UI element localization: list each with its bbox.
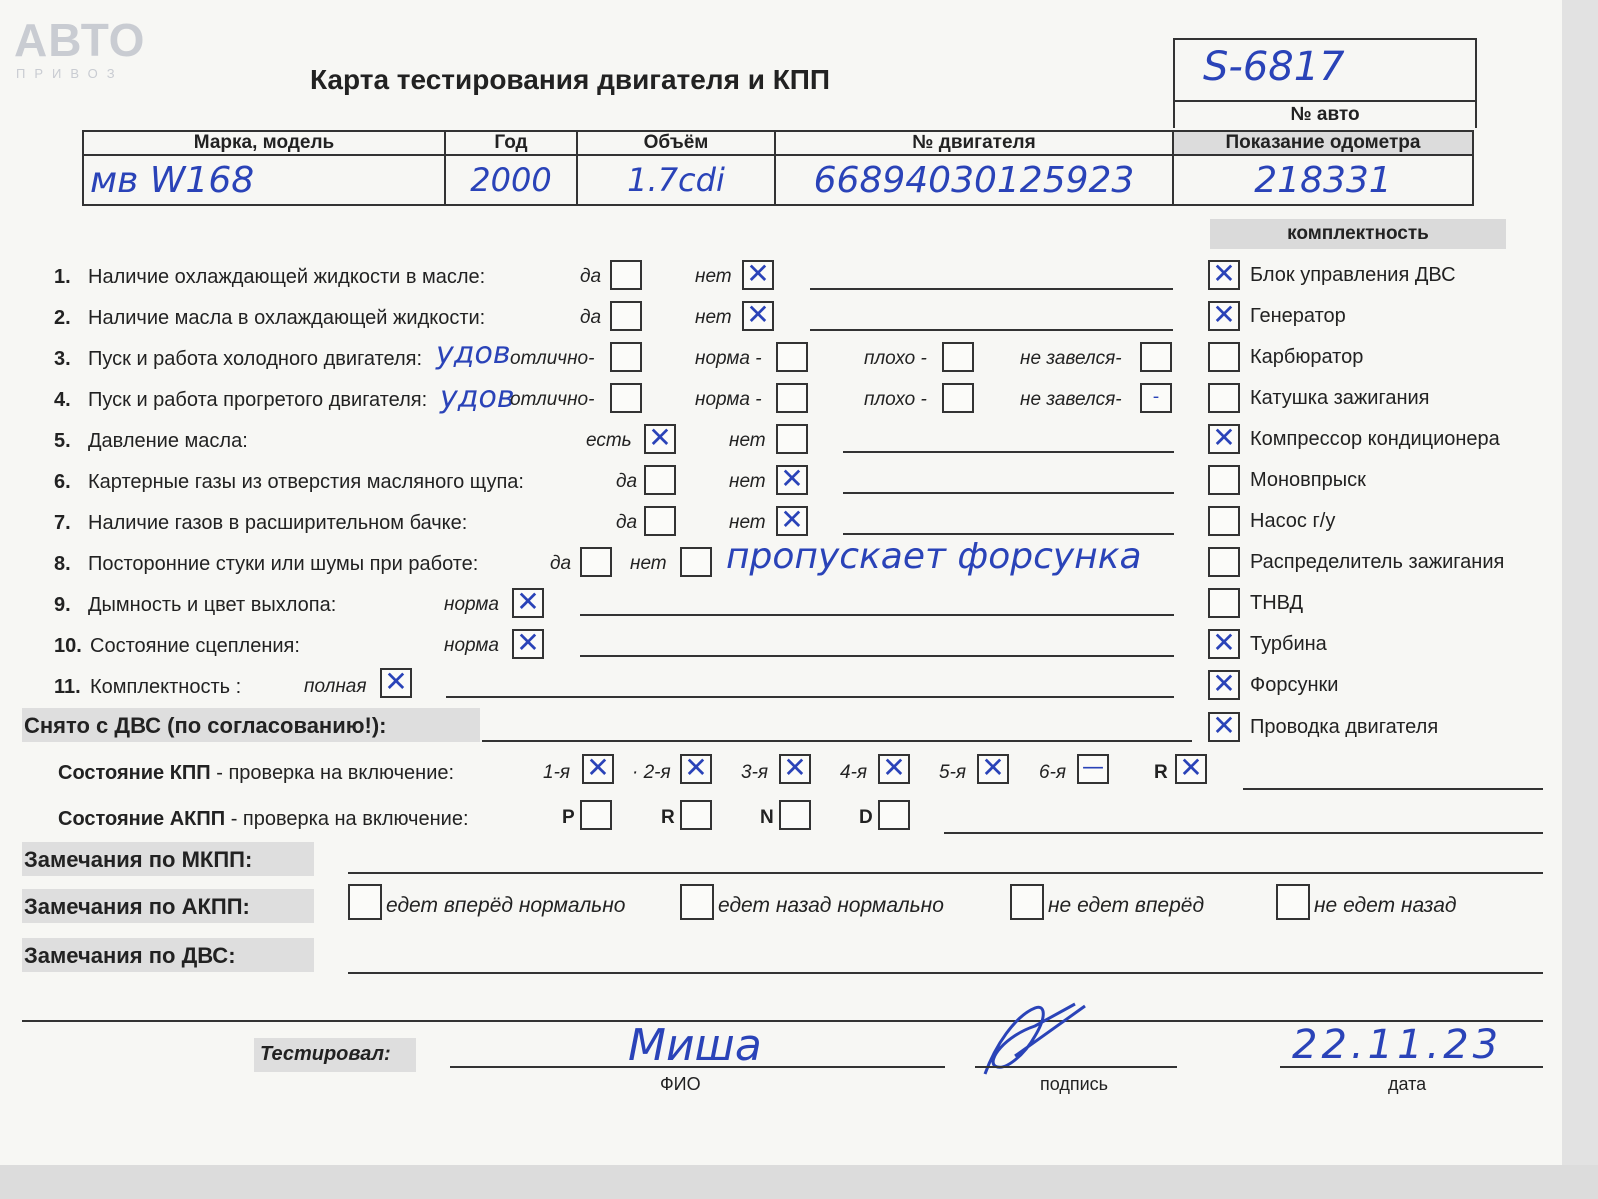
option-label: да — [550, 553, 572, 574]
gear-label: · 2-я — [632, 762, 671, 783]
option-checkbox[interactable] — [610, 260, 642, 290]
option-label: плохо - — [864, 348, 927, 369]
page-title: Карта тестирования двигателя и КПП — [310, 64, 831, 95]
auto-number-divider — [1175, 100, 1475, 102]
option-checkbox[interactable] — [580, 547, 612, 577]
gear-checkbox[interactable]: ✕ — [680, 754, 712, 784]
komplekt-label: ТНВД — [1250, 592, 1304, 614]
date-value: 22.11.23 — [1292, 1022, 1503, 1068]
option-label: да — [580, 307, 602, 328]
gear-checkbox[interactable]: — — [1077, 754, 1109, 784]
akpp-remark-checkbox[interactable] — [1276, 884, 1310, 920]
value-engine-number: 66894030125923 — [775, 155, 1173, 205]
row-label: Наличие масла в охлаждающей жидкости: — [88, 307, 486, 329]
komplekt-label: Насос г/у — [1250, 510, 1336, 532]
comment-line — [580, 655, 1174, 657]
option-checkbox[interactable]: ✕ — [776, 506, 808, 536]
gear-checkbox[interactable]: ✕ — [582, 754, 614, 784]
komplekt-label: Блок управления ДВС — [1250, 264, 1456, 286]
col-year: Год — [445, 131, 577, 155]
gear-label: R — [1154, 762, 1168, 783]
row-label: Дымность и цвет выхлопа: — [88, 594, 337, 616]
row-number: 2. — [54, 307, 71, 329]
value-year: 2000 — [445, 155, 577, 205]
handwritten-note: удов — [440, 380, 515, 415]
gear-label: 1-я — [543, 762, 571, 783]
option-checkbox[interactable] — [776, 342, 808, 372]
option-label: нет — [729, 512, 766, 533]
option-label: норма — [444, 635, 499, 656]
col-make-model: Марка, модель — [83, 131, 445, 155]
row-number: 10. — [54, 635, 82, 657]
komplekt-label: Карбюратор — [1250, 346, 1364, 368]
akpp-mode-checkbox[interactable] — [580, 800, 612, 830]
auto-number-value: S-6817 — [1203, 44, 1345, 90]
option-label: норма — [444, 594, 499, 615]
komplekt-checkbox[interactable] — [1208, 342, 1240, 372]
row-label: Картерные газы из отверстия масляного щупа: — [88, 471, 524, 493]
option-checkbox[interactable]: - — [1140, 383, 1172, 413]
kpp-label: Состояние КПП - проверка на включение: — [58, 762, 455, 784]
row-number: 7. — [54, 512, 71, 534]
option-label: да — [580, 266, 602, 287]
comment-line — [843, 533, 1174, 535]
gear-checkbox[interactable]: ✕ — [878, 754, 910, 784]
option-label: да — [616, 512, 638, 533]
komplekt-label: Проводка двигателя — [1250, 716, 1439, 738]
row-label: Пуск и работа холодного двигателя: — [88, 348, 423, 370]
option-checkbox[interactable] — [1140, 342, 1172, 372]
col-volume: Объём — [577, 131, 775, 155]
option-checkbox[interactable] — [644, 465, 676, 495]
row-label: Давление масла: — [88, 430, 248, 452]
kpp-line — [1243, 788, 1543, 790]
sign-label: подпись — [1040, 1074, 1109, 1094]
komplekt-checkbox[interactable]: ✕ — [1208, 424, 1240, 454]
option-checkbox[interactable] — [942, 342, 974, 372]
tested-label: Тестировал: — [260, 1043, 391, 1065]
option-label: да — [616, 471, 638, 492]
komplekt-checkbox[interactable]: ✕ — [1208, 629, 1240, 659]
row-number: 6. — [54, 471, 71, 493]
akpp-remark-option: не едет назад — [1314, 894, 1457, 917]
option-label: не завелся- — [1020, 348, 1122, 369]
row-number: 1. — [54, 266, 71, 288]
row-label: Посторонние стуки или шумы при работе: — [88, 553, 479, 575]
fio-value: Миша — [628, 1020, 762, 1071]
row-label: Наличие охлаждающей жидкости в масле: — [88, 266, 486, 288]
row-number: 4. — [54, 389, 71, 411]
akpp-mode-label: D — [859, 807, 873, 828]
option-checkbox[interactable] — [776, 383, 808, 413]
comment-line — [843, 492, 1174, 494]
comment-line — [810, 329, 1173, 331]
remarks-dvs-line — [348, 972, 1543, 974]
komplekt-checkbox[interactable] — [1208, 383, 1240, 413]
removed-label: Снято с ДВС (по согласованию!): — [24, 713, 387, 738]
comment-line — [446, 696, 1174, 698]
date-label: дата — [1388, 1074, 1427, 1094]
komplekt-checkbox[interactable] — [1208, 506, 1240, 536]
option-checkbox[interactable] — [644, 506, 676, 536]
option-label: нет — [729, 430, 766, 451]
option-checkbox[interactable]: ✕ — [742, 301, 774, 331]
row-label: Состояние сцепления: — [90, 635, 300, 657]
option-checkbox[interactable]: ✕ — [512, 588, 544, 618]
remarks-mkpp-line — [348, 872, 1543, 874]
option-label: нет — [695, 266, 732, 287]
option-checkbox[interactable]: ✕ — [380, 668, 412, 698]
gear-checkbox[interactable]: ✕ — [779, 754, 811, 784]
akpp-mode-checkbox[interactable] — [680, 800, 712, 830]
komplekt-label: Распределитель зажигания — [1250, 551, 1505, 573]
option-checkbox[interactable] — [610, 301, 642, 331]
akpp-mode-checkbox[interactable] — [878, 800, 910, 830]
akpp-mode-label: R — [661, 807, 675, 828]
komplekt-checkbox[interactable]: ✕ — [1208, 301, 1240, 331]
removed-line — [482, 740, 1192, 742]
gear-label: 6-я — [1039, 762, 1067, 783]
gear-checkbox[interactable]: ✕ — [977, 754, 1009, 784]
row-number: 11. — [54, 676, 81, 698]
akpp-label: Состояние АКПП - проверка на включение: — [58, 808, 469, 830]
option-label: нет — [729, 471, 766, 492]
komplekt-label: Компрессор кондиционера — [1250, 428, 1500, 450]
sign-line — [975, 1066, 1177, 1068]
row-number: 9. — [54, 594, 71, 616]
row-number: 8. — [54, 553, 71, 575]
remarks-mkpp-label: Замечания по МКПП: — [24, 847, 253, 872]
komplekt-label: Генератор — [1250, 305, 1346, 327]
akpp-mode-label: N — [760, 807, 774, 828]
akpp-line — [944, 832, 1543, 834]
logo-text: АВТО — [14, 14, 146, 66]
option-checkbox[interactable]: ✕ — [512, 629, 544, 659]
komplekt-label: Катушка зажигания — [1250, 387, 1430, 409]
akpp-remark-option: не едет вперёд — [1048, 894, 1205, 917]
komplekt-title: комплектность — [1210, 219, 1506, 249]
gear-label: 4-я — [840, 762, 868, 783]
option-label: отлично- — [510, 348, 595, 369]
komplekt-label: Турбина — [1250, 633, 1327, 655]
comment-line — [843, 451, 1174, 453]
row-label: Комплектность : — [90, 676, 242, 698]
date-line — [1280, 1066, 1543, 1068]
fio-line — [450, 1066, 945, 1068]
option-checkbox[interactable] — [610, 342, 642, 372]
option-label: не завелся- — [1020, 389, 1122, 410]
row-label: Пуск и работа прогретого двигателя: — [88, 389, 428, 411]
handwritten-note: удов — [436, 336, 511, 371]
row-number: 3. — [54, 348, 71, 370]
auto-number-box — [1173, 38, 1477, 128]
gear-label: 5-я — [939, 762, 967, 783]
option-label: полная — [304, 676, 367, 697]
value-volume: 1.7cdi — [577, 155, 775, 205]
scan-edge-right — [1562, 0, 1598, 1199]
option-label: плохо - — [864, 389, 927, 410]
option-label: есть — [586, 430, 632, 451]
option-checkbox[interactable]: ✕ — [742, 260, 774, 290]
remarks-akpp-label: Замечания по АКПП: — [24, 894, 250, 919]
akpp-remark-option: едет вперёд нормально — [386, 894, 626, 917]
col-engine-number: № двигателя — [775, 131, 1173, 155]
row-label: Наличие газов в расширительном бачке: — [88, 512, 468, 534]
komplekt-checkbox[interactable]: ✕ — [1208, 712, 1240, 742]
scan-edge-bottom — [0, 1165, 1598, 1199]
komplekt-checkbox[interactable]: ✕ — [1208, 260, 1240, 290]
option-label: норма - — [695, 389, 762, 410]
auto-number-label: № авто — [1290, 104, 1360, 125]
option-checkbox[interactable]: ✕ — [776, 465, 808, 495]
option-label: норма - — [695, 348, 762, 369]
komplekt-label: Моновпрыск — [1250, 469, 1366, 491]
gear-checkbox[interactable]: ✕ — [1175, 754, 1207, 784]
option-checkbox[interactable] — [942, 383, 974, 413]
komplekt-label: Форсунки — [1250, 674, 1339, 696]
option-label: отлично- — [510, 389, 595, 410]
option-checkbox[interactable] — [610, 383, 642, 413]
handwritten-comment: пропускает форсунка — [726, 536, 1142, 577]
akpp-remark-checkbox[interactable] — [348, 884, 382, 920]
option-checkbox[interactable] — [680, 547, 712, 577]
remarks-dvs-label: Замечания по ДВС: — [24, 943, 236, 968]
komplekt-checkbox[interactable] — [1208, 547, 1240, 577]
option-checkbox[interactable] — [776, 424, 808, 454]
value-make-model: мв W168 — [83, 155, 445, 205]
fio-label: ФИО — [660, 1074, 701, 1094]
comment-line — [580, 614, 1174, 616]
comment-line — [810, 288, 1173, 290]
row-number: 5. — [54, 430, 71, 452]
akpp-remark-checkbox[interactable] — [680, 884, 714, 920]
col-odometer: Показание одометра — [1173, 131, 1473, 155]
value-odometer: 218331 — [1173, 155, 1473, 205]
option-label: нет — [630, 553, 667, 574]
komplekt-checkbox[interactable] — [1208, 465, 1240, 495]
vehicle-header-table — [82, 130, 1474, 206]
option-label: нет — [695, 307, 732, 328]
akpp-remark-checkbox[interactable] — [1010, 884, 1044, 920]
akpp-mode-checkbox[interactable] — [779, 800, 811, 830]
komplekt-checkbox[interactable] — [1208, 588, 1240, 618]
akpp-remark-option: едет назад нормально — [718, 894, 944, 917]
logo-subtitle: ПРИВОЗ — [16, 66, 124, 81]
gear-label: 3-я — [741, 762, 769, 783]
akpp-mode-label: P — [562, 807, 575, 828]
option-checkbox[interactable]: ✕ — [644, 424, 676, 454]
komplekt-checkbox[interactable]: ✕ — [1208, 670, 1240, 700]
